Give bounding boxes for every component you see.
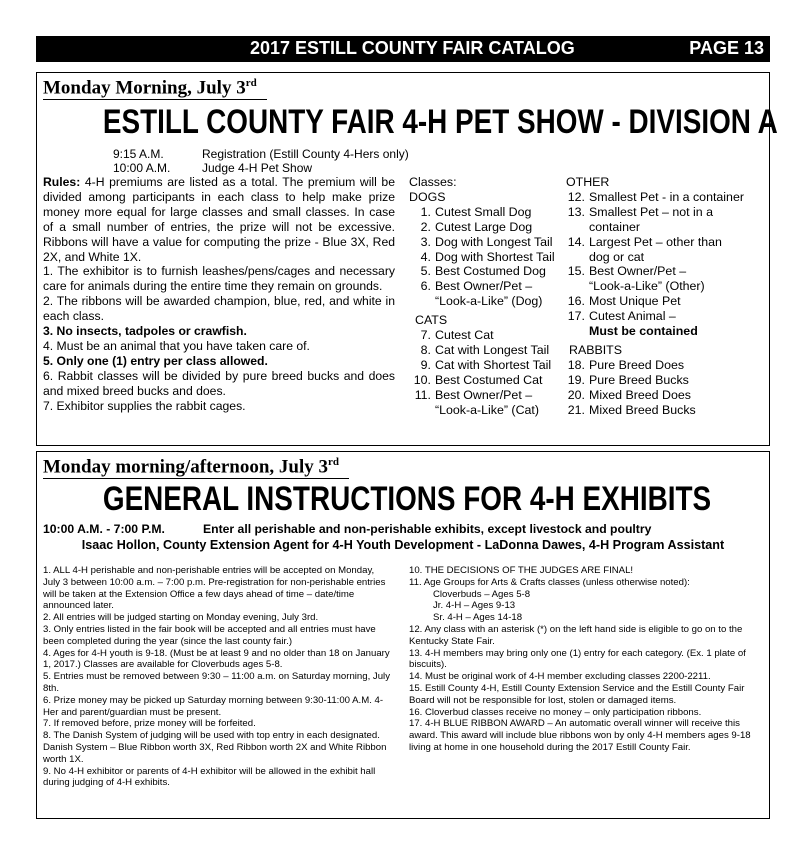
- section-day-heading: [43, 77, 267, 100]
- class-item: [409, 264, 567, 279]
- class-name: dog or cat: [589, 249, 645, 264]
- class-name: Best Owner/Pet –: [589, 264, 687, 279]
- class-item: [563, 373, 767, 388]
- class-name: Cat with Shortest Tail: [435, 357, 552, 372]
- class-item-cont: [563, 250, 767, 265]
- class-number: 6.: [420, 279, 431, 294]
- class-name: Mixed Breed Does: [589, 387, 691, 402]
- class-item: [409, 343, 567, 358]
- classes-label: Classes:: [409, 175, 457, 189]
- class-item-cont: [563, 324, 767, 339]
- class-item: [409, 279, 567, 294]
- class-name: Cutest Small Dog: [435, 204, 532, 219]
- instruction-item: 10. THE DECISIONS OF THE JUDGES ARE FINAL!: [409, 565, 634, 576]
- class-number: 7.: [420, 328, 431, 343]
- class-item: [409, 235, 567, 250]
- schedule-time: 9:15 A.M.: [113, 147, 164, 161]
- class-item: 15. Best Owner/Pet –: [567, 264, 687, 279]
- class-name: Dog with Shortest Tail: [435, 249, 555, 264]
- classes-column-dogs-cats: [409, 175, 567, 418]
- instruction-item: 5. Entries must be removed between 9:30 – 11:00 a.m. on Saturday morning, July 8th.: [43, 671, 390, 694]
- classes-column-other-rabbits: [563, 175, 767, 418]
- dogs-label: DOGS: [409, 189, 446, 204]
- class-item-cont: [409, 403, 567, 418]
- class-name: “Look-a-Like” (Cat): [435, 402, 539, 417]
- class-item: [409, 250, 567, 265]
- class-name: Smallest Pet - in a container: [589, 189, 744, 204]
- instruction-item: 13. 4-H members may bring only one (1) entry for each category. (Ex. 1 plate of biscuits).: [409, 647, 746, 671]
- class-number: 2.: [420, 219, 431, 234]
- rule-item: 4. Must be an animal that you have taken care of.: [43, 338, 310, 353]
- entry-description: Enter all perishable and non-perishable exhibits, except livestock and poultry: [203, 522, 652, 536]
- age-group: Cloverbuds – Ages 5-8: [433, 588, 531, 600]
- day-text: Monday morning/afternoon, July 3: [43, 456, 329, 478]
- class-item: [563, 358, 767, 373]
- class-name: Best Owner/Pet –: [435, 387, 533, 402]
- class-item-cont: [563, 220, 767, 235]
- instruction-item: 2. All entries will be judged starting on Monday evening, July 3rd.: [43, 612, 319, 624]
- class-name: Smallest Pet – not in a: [589, 204, 713, 219]
- day-suffix: rd: [245, 77, 257, 89]
- class-number: 19.: [567, 372, 585, 387]
- age-group: Jr. 4-H – Ages 9-13: [433, 600, 516, 612]
- class-item: 14. Largest Pet – other than: [567, 234, 722, 249]
- class-number: 10.: [413, 372, 431, 387]
- class-item: [563, 403, 767, 418]
- section-title: GENERAL INSTRUCTIONS FOR 4-H EXHIBITS: [102, 480, 712, 518]
- class-number: 18.: [567, 357, 585, 372]
- day-text: Monday Morning, July 3: [43, 77, 246, 99]
- class-item: [409, 220, 567, 235]
- rules-label: Rules:: [43, 175, 81, 189]
- instruction-item: 14. Must be original work of 4-H member excluding classes 2200-2211.: [409, 671, 711, 683]
- class-name: Pure Breed Bucks: [589, 372, 689, 387]
- cats-label: CATS: [415, 313, 448, 328]
- general-instructions-section: [36, 451, 770, 819]
- class-name: Pure Breed Does: [589, 357, 685, 372]
- instruction-item: 3. Only entries listed in the fair book will be accepted and all entries must have been completed during the year (since the last county fair.): [43, 623, 376, 647]
- rule-item: 5. Only one (1) entry per class allowed.: [43, 353, 268, 368]
- class-number: 1.: [420, 204, 431, 219]
- instructions-left-column: [43, 565, 391, 789]
- class-name: Dog with Longest Tail: [435, 234, 553, 249]
- schedule-event: Registration (Estill County 4-Hers only): [202, 147, 409, 161]
- other-label: OTHER: [566, 175, 610, 189]
- instruction-item: 15. Estill County 4-H, Estill County Extension Service and the Estill County Fair Board will not be responsible for lost, stolen or damaged items.: [409, 682, 745, 706]
- rules-intro-text: 4-H premiums are listed as a total. The premium will be divided among participants in each class to help make prize money more equal for large classes and small classes. In case of a small number of entries, the prize will not be excessive. Ribbons will have a value for computing the prize - Blue 3X, Red 2X, and White 1X.: [43, 175, 395, 264]
- rule-item: 2. The ribbons will be awarded champion, blue, red, and white in each class.: [43, 294, 395, 324]
- class-number: 8.: [420, 342, 431, 357]
- schedule-time: 10:00 A.M.: [113, 161, 171, 175]
- catalog-title: 2017 ESTILL COUNTY FAIR CATALOG: [250, 38, 575, 58]
- class-name: Best Owner/Pet –: [435, 279, 533, 294]
- class-item: [409, 358, 567, 373]
- day-suffix: rd: [328, 456, 340, 468]
- instruction-item: 4. Ages for 4-H youth is 9-18. (Must be at least 9 and no older than 18 on January 1, 2017.) Classes are available for Cloverbuds ages 5-8.: [43, 647, 390, 671]
- class-number: 5.: [420, 264, 431, 279]
- rule-item: 1. The exhibitor is to furnish leashes/pens/cages and necessary care for animals during the entire time they remain on grounds.: [43, 264, 395, 294]
- instruction-item: 8. The Danish System of judging will be used with top entry in each designated. Danish System – Blue Ribbon worth 3X, Red Ribbon worth 2X and White Ribbon worth 1X.: [43, 730, 387, 765]
- rule-item: 3. No insects, tadpoles or crawfish.: [43, 324, 247, 339]
- class-name: Cutest Cat: [435, 328, 494, 343]
- class-number: 3.: [420, 234, 431, 249]
- class-name: “Look-a-Like” (Dog): [435, 294, 543, 309]
- age-group: Sr. 4-H – Ages 14-18: [433, 612, 523, 624]
- class-number: 4.: [420, 249, 431, 264]
- class-name: Cutest Animal –: [589, 309, 676, 324]
- page-header-bar: [36, 36, 770, 62]
- class-item: 16. Most Unique Pet: [567, 294, 681, 309]
- class-name: container: [589, 219, 640, 234]
- instruction-item: 17. 4-H BLUE RIBBON AWARD – An automatic overall winner will receive this award. This award will include blue ribbons won by only 4-H members ages 9-18 living at home in one household during the 2017 Estill County Fair.: [409, 718, 751, 753]
- class-name: Most Unique Pet: [589, 294, 681, 309]
- class-item: [409, 205, 567, 220]
- instruction-item: 1. ALL 4-H perishable and non-perishable entries will be accepted on Monday, July 3 between 10:00 a.m. – 7:00 p.m. Pre-registration for non-perishable entries will be taken at the Extension Office a few days ahead of time – date/time announced later.: [43, 565, 386, 612]
- instruction-item: 6. Prize money may be picked up Saturday morning between 9:30-11:00 A.M. 4-Her and parent/guardian must be present.: [43, 694, 384, 718]
- instruction-item: 16. Cloverbud classes receive no money – only participation ribbons.: [409, 706, 702, 718]
- class-name: Cat with Longest Tail: [435, 342, 550, 357]
- class-number: 11.: [414, 387, 431, 402]
- rabbits-label: RABBITS: [569, 342, 623, 357]
- entry-time: 10:00 A.M. - 7:00 P.M.: [43, 522, 165, 536]
- class-name: Largest Pet – other than: [589, 234, 722, 249]
- page-number: PAGE 13: [689, 38, 764, 58]
- instruction-item: 7. If removed before, prize money will be forfeited.: [43, 718, 256, 730]
- class-item: 17. Cutest Animal –: [567, 309, 676, 324]
- class-item-cont: [409, 294, 567, 309]
- class-item: [409, 388, 567, 403]
- rule-item: 7. Exhibitor supplies the rabbit cages.: [43, 398, 246, 413]
- class-number: 12.: [567, 189, 585, 204]
- class-name: “Look-a-Like” (Other): [589, 279, 705, 294]
- rule-item: 6. Rabbit classes will be divided by pure breed bucks and does and mixed breed bucks and does.: [43, 368, 395, 398]
- class-item: [563, 190, 767, 205]
- section-title: ESTILL COUNTY FAIR 4-H PET SHOW - DIVISION A: [102, 103, 778, 141]
- staff-line: Isaac Hollon, County Extension Agent for 4-H Youth Development - LaDonna Dawes, 4-H Program Assistant: [81, 538, 725, 552]
- class-name: Cutest Large Dog: [435, 219, 533, 234]
- class-item: [563, 205, 767, 220]
- rules-block: [43, 175, 395, 414]
- class-number: 9.: [420, 357, 431, 372]
- class-number: 13.: [567, 204, 585, 219]
- pet-show-section: [36, 72, 778, 446]
- class-name: Best Costumed Cat: [435, 372, 543, 387]
- class-item: [563, 388, 767, 403]
- instruction-item: 11. Age Groups for Arts & Crafts classes (unless otherwise noted):: [409, 576, 690, 588]
- class-item: [409, 373, 567, 388]
- class-number: 21.: [567, 402, 585, 417]
- class-item-cont: [563, 279, 767, 294]
- instructions-right-column: [409, 565, 759, 754]
- class-name: Must be contained: [589, 324, 698, 339]
- instruction-item: 9. No 4-H exhibitor or parents of 4-H exhibitor will be allowed in the exhibit hall during judging of 4-H exhibits.: [43, 765, 376, 789]
- section-day-heading: [43, 456, 349, 479]
- class-name: Best Costumed Dog: [435, 264, 546, 279]
- class-item: [409, 328, 567, 343]
- instruction-item: 12. Any class with an asterisk (*) on the left hand side is eligible to go on to the Kentucky State Fair.: [409, 623, 743, 647]
- schedule-event: Judge 4-H Pet Show: [202, 161, 313, 175]
- class-number: 20.: [567, 387, 585, 402]
- class-name: Mixed Breed Bucks: [589, 402, 696, 417]
- rules-intro: [43, 175, 395, 264]
